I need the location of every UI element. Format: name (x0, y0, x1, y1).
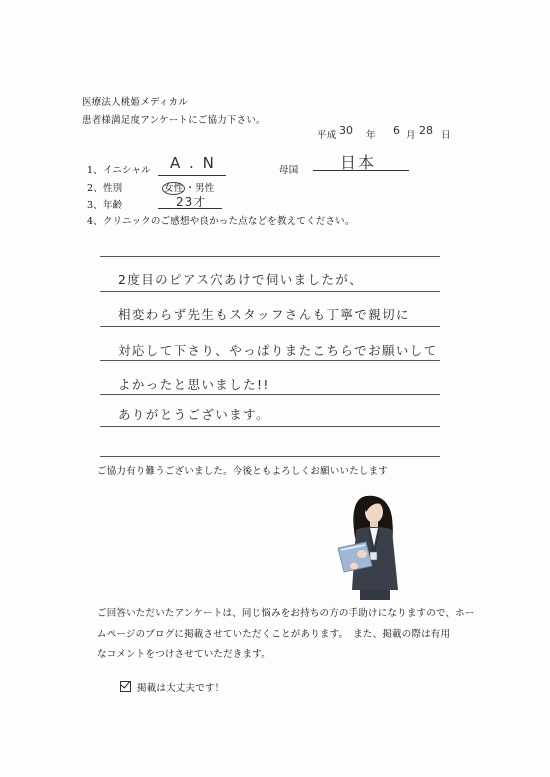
comment-line: 2度目のピアス穴あけで伺いましたが、 (118, 272, 364, 287)
country-value: 日本 (340, 153, 377, 172)
answer-rule (100, 456, 440, 457)
gender-male-option: 男性 (195, 183, 215, 194)
gender-female-option: 女性 (164, 183, 184, 194)
answer-rule (100, 256, 440, 257)
gender-options (162, 180, 215, 194)
consent-item (120, 680, 224, 694)
date-era: 平成 (317, 130, 337, 141)
date-year: 30 (339, 124, 353, 137)
country-underline (313, 170, 409, 171)
clinic-name: 医療法人桃姫メディカル (82, 97, 188, 108)
notice-line: なコメントをつけさせていただきます。 (97, 649, 271, 660)
initial-label: 1、イニシャル (87, 165, 151, 176)
notice-line: ご回答いただいたアンケートは、同じ悩みをお持ちの方の手助けになりますので、ホー (97, 608, 475, 619)
date-day-unit: 日 (441, 130, 451, 141)
country-label: 母国 (279, 165, 299, 176)
survey-title: 患者様満足度アンケートにご協力下さい。 (82, 115, 266, 126)
comment-line: 対応して下さり、やっぱりまたこちらでお願いして (118, 343, 438, 358)
initial-value: A . N (170, 154, 216, 172)
answer-rule (100, 426, 440, 427)
age-label: 3、年齢 (87, 200, 123, 211)
comment-line: 相変わらず先生もスタッフさんも丁寧で親切に (118, 307, 410, 322)
gender-label: 2、性別 (87, 183, 123, 194)
answer-rule (100, 326, 440, 327)
date-day: 28 (419, 124, 433, 137)
answer-rule (100, 291, 440, 292)
age-value: 23才 (176, 195, 207, 209)
notice-line: ムページのブログに掲載させていただくことがあります。 また、掲載の際は有用 (97, 629, 451, 640)
staff-photo (332, 490, 424, 600)
initial-underline (158, 175, 226, 176)
date-month: 6 (393, 124, 400, 137)
date-year-unit: 年 (366, 130, 376, 141)
consent-label: 掲載は大丈夫です！ (137, 683, 225, 694)
answer-rule (100, 394, 440, 395)
age-underline (158, 208, 222, 209)
thanks-message: ご協力有り難うございました。今後ともよろしくお願いいたします (97, 466, 389, 477)
answer-rule (100, 360, 440, 361)
comment-question: 4、クリニックのご感想や良かった点などを教えてください。 (87, 216, 355, 227)
date-month-unit: 月 (406, 130, 416, 141)
comment-line: よかったと思いました!! (118, 377, 270, 392)
consent-checkbox (120, 681, 131, 692)
comment-line: ありがとうございます。 (118, 407, 270, 422)
gender-separator: ・ (185, 183, 196, 194)
